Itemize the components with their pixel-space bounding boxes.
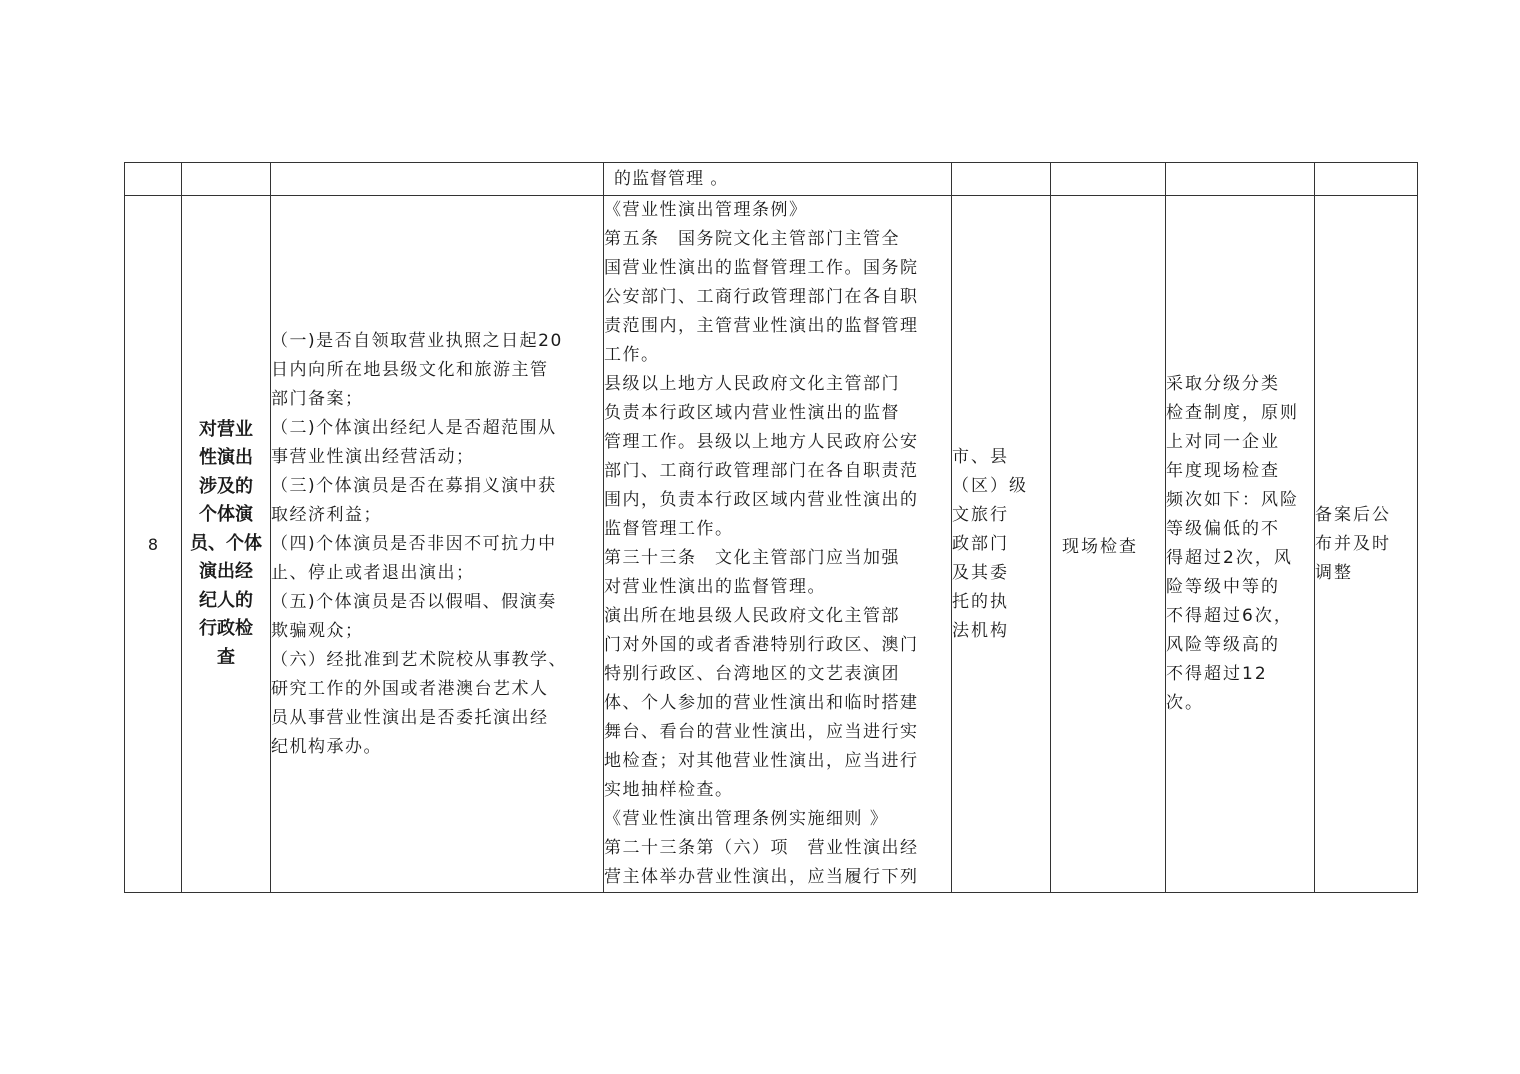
inspection-items-table [124, 162, 1418, 893]
basis-line: 围内，负责本行政区域内营业性演出的 [604, 490, 919, 510]
content-line: （四)个体演员是否非因不可抗力中 [271, 533, 557, 554]
subject-line: （区）级 [952, 475, 1028, 496]
content-line: 研究工作的外国或者港澳台艺术人 [271, 678, 549, 699]
table-row [125, 196, 1418, 893]
item-number: 8 [147, 534, 159, 554]
content-cell-empty [271, 163, 604, 196]
number-cell-empty [125, 163, 182, 196]
inspection-method-cell [1051, 196, 1166, 893]
item-name-cell [182, 196, 271, 893]
subject-line: 托的执 [952, 591, 1009, 612]
basis-line: 《营业性演出管理条例实施细则 》 [604, 809, 889, 829]
publicity-cell-empty [1315, 163, 1418, 196]
basis-line: 公安部门、工商行政管理部门在各自职 [604, 287, 919, 307]
item-name-line: 员、个体 [190, 532, 262, 554]
frequency-line: 不得超过6次， [1166, 606, 1293, 626]
inspection-content-cell [271, 196, 604, 893]
item-name-line: 纪人的 [199, 589, 253, 611]
frequency-line: 上对同一企业 [1166, 432, 1280, 452]
content-line: （一)是否自领取营业执照之日起20 [271, 330, 563, 351]
frequency-line: 得超过2次，风 [1166, 548, 1293, 568]
publicity-line: 调整 [1315, 562, 1353, 583]
basis-line: 国营业性演出的监督管理工作。国务院 [604, 258, 919, 278]
content-line: （二)个体演出经纪人是否超范围从 [271, 417, 557, 438]
content-line: （五)个体演员是否以假唱、假演奏 [271, 591, 557, 612]
basis-line: 舞台、看台的营业性演出，应当进行实 [604, 722, 919, 742]
method-cell-empty [1051, 163, 1166, 196]
basis-line: 县级以上地方人民政府文化主管部门 [604, 374, 900, 394]
basis-line: 实地抽样检查。 [604, 780, 734, 800]
frequency-line: 年度现场检查 [1166, 461, 1280, 481]
frequency-line: 频次如下：风险 [1166, 490, 1299, 510]
content-line: 日内向所在地县级文化和旅游主管 [271, 359, 549, 380]
basis-line: 负责本行政区域内营业性演出的监督 [604, 403, 900, 423]
basis-line: 地检查；对其他营业性演出，应当进行 [604, 751, 919, 771]
item-name-line: 个体演 [199, 504, 253, 526]
content-line: （六）经批准到艺术院校从事教学、 [271, 649, 567, 670]
basis-line: 对营业性演出的监督管理。 [604, 577, 826, 597]
inspection-subject-cell [952, 196, 1051, 893]
inspection-frequency-cell [1166, 196, 1315, 893]
item-name-line: 查 [217, 646, 235, 668]
basis-line: 责范围内，主管营业性演出的监督管理 [604, 316, 919, 336]
item-cell-empty [182, 163, 271, 196]
subject-line: 文旅行 [952, 504, 1009, 525]
basis-line: 《营业性演出管理条例》 [604, 200, 808, 220]
content-line: 事营业性演出经营活动； [271, 446, 475, 467]
content-line: 员从事营业性演出是否委托演出经 [271, 707, 549, 728]
subject-line: 法机构 [952, 620, 1009, 641]
basis-line: 管理工作。县级以上地方人民政府公安 [604, 432, 919, 452]
content-line: 欺骗观众； [271, 620, 364, 641]
basis-line: 特别行政区、台湾地区的文艺表演团 [604, 664, 900, 684]
legal-basis-cell [604, 196, 952, 893]
publicity-line: 备案后公 [1315, 504, 1391, 525]
basis-line: 门对外国的或者香港特别行政区、澳门 [604, 635, 919, 655]
content-line: 止、停止或者退出演出； [271, 562, 475, 583]
content-line: 纪机构承办。 [271, 736, 382, 757]
item-number-cell [125, 196, 182, 893]
item-name-line: 涉及的 [199, 475, 253, 497]
content-line: 取经济利益； [271, 504, 382, 525]
basis-line: 监督管理工作。 [604, 519, 734, 539]
frequency-line: 次。 [1166, 693, 1204, 713]
basis-line: 部门、工商行政管理部门在各自职责范 [604, 461, 919, 481]
basis-line: 营主体举办营业性演出，应当履行下列 [604, 867, 919, 887]
inspection-method: 现场检查 [1062, 536, 1138, 557]
basis-line: 工作。 [604, 345, 660, 365]
frequency-cell-empty [1166, 163, 1315, 196]
subject-line: 及其委 [952, 562, 1009, 583]
publicity-line: 布并及时 [1315, 533, 1391, 554]
basis-line: 体、个人参加的营业性演出和临时搭建 [604, 693, 919, 713]
subject-line: 市、县 [952, 446, 1009, 467]
content-line: 部门备案； [271, 388, 364, 409]
basis-line: 第五条 国务院文化主管部门主管全 [604, 229, 900, 249]
publicity-cell [1315, 196, 1418, 893]
table-row-continued [125, 163, 1418, 196]
frequency-line: 采取分级分类 [1166, 374, 1280, 394]
frequency-line: 不得超过12 [1166, 664, 1268, 684]
frequency-line: 险等级中等的 [1166, 577, 1280, 597]
item-name-line: 行政检 [199, 618, 253, 640]
subject-cell-empty [952, 163, 1051, 196]
basis-line: 演出所在地县级人民政府文化主管部 [604, 606, 900, 626]
item-name-line: 性演出 [199, 447, 253, 469]
item-name-line: 演出经 [199, 561, 253, 583]
content-line: （三)个体演员是否在募捐义演中获 [271, 475, 557, 496]
basis-line: 第三十三条 文化主管部门应当加强 [604, 548, 900, 568]
frequency-line: 风险等级高的 [1166, 635, 1280, 655]
frequency-line: 检查制度，原则 [1166, 403, 1299, 423]
frequency-line: 等级偏低的不 [1166, 519, 1280, 539]
item-name-line: 对营业 [199, 418, 253, 440]
subject-line: 政部门 [952, 533, 1009, 554]
basis-line: 第二十三条第（六）项 营业性演出经 [604, 838, 919, 858]
basis-cell-continued [604, 163, 952, 196]
basis-tail-text: 的监督管理 。 [614, 168, 729, 189]
